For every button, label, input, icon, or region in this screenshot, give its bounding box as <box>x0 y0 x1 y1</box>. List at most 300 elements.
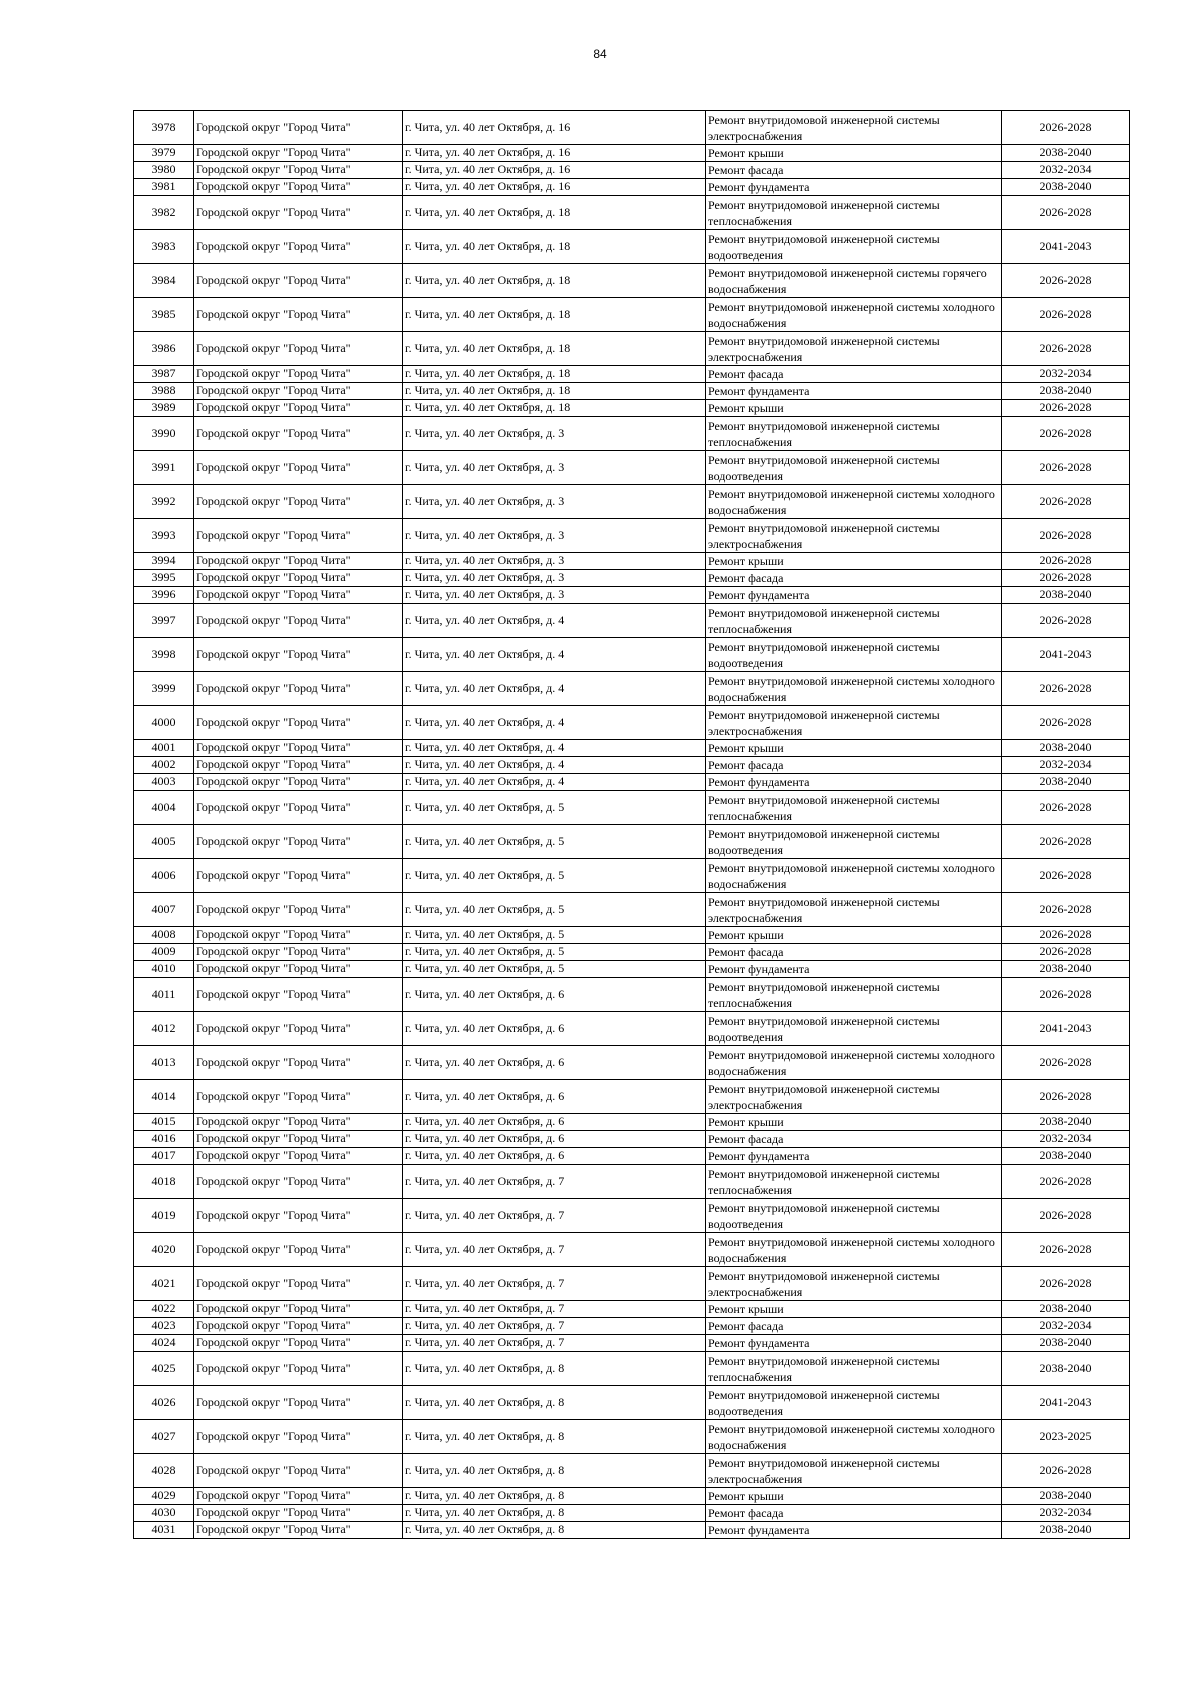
row-number: 3986 <box>134 332 194 366</box>
address-cell: г. Чита, ул. 40 лет Октября, д. 6 <box>403 1012 706 1046</box>
table-row <box>134 1352 1130 1386</box>
work-type-cell: Ремонт внутридомовой инженерной системы электроснабжения <box>706 1080 1002 1114</box>
address-cell: г. Чита, ул. 40 лет Октября, д. 6 <box>403 1148 706 1165</box>
work-type-cell: Ремонт внутридомовой инженерной системы электроснабжения <box>706 332 1002 366</box>
table-row <box>134 400 1130 417</box>
address-cell: г. Чита, ул. 40 лет Октября, д. 8 <box>403 1420 706 1454</box>
period-cell: 2038-2040 <box>1002 1522 1130 1539</box>
table-row <box>134 672 1130 706</box>
table-row <box>134 791 1130 825</box>
address-cell: г. Чита, ул. 40 лет Октября, д. 18 <box>403 400 706 417</box>
work-type-cell: Ремонт внутридомовой инженерной системы водоотведения <box>706 825 1002 859</box>
table-row <box>134 179 1130 196</box>
row-number: 3988 <box>134 383 194 400</box>
municipality-cell: Городской округ "Город Чита" <box>194 1335 403 1352</box>
table-row <box>134 893 1130 927</box>
municipality-cell: Городской округ "Город Чита" <box>194 196 403 230</box>
address-cell: г. Чита, ул. 40 лет Октября, д. 4 <box>403 672 706 706</box>
address-cell: г. Чита, ул. 40 лет Октября, д. 8 <box>403 1352 706 1386</box>
municipality-cell: Городской округ "Город Чита" <box>194 366 403 383</box>
period-cell: 2026-2028 <box>1002 927 1130 944</box>
address-cell: г. Чита, ул. 40 лет Октября, д. 7 <box>403 1318 706 1335</box>
row-number: 3997 <box>134 604 194 638</box>
municipality-cell: Городской округ "Город Чита" <box>194 944 403 961</box>
address-cell: г. Чита, ул. 40 лет Октября, д. 7 <box>403 1165 706 1199</box>
address-cell: г. Чита, ул. 40 лет Октября, д. 5 <box>403 961 706 978</box>
address-cell: г. Чита, ул. 40 лет Октября, д. 18 <box>403 298 706 332</box>
row-number: 3999 <box>134 672 194 706</box>
municipality-cell: Городской округ "Город Чита" <box>194 706 403 740</box>
table-row <box>134 587 1130 604</box>
municipality-cell: Городской округ "Город Чита" <box>194 893 403 927</box>
work-type-cell: Ремонт фасада <box>706 757 1002 774</box>
period-cell: 2038-2040 <box>1002 1335 1130 1352</box>
work-type-cell: Ремонт внутридомовой инженерной системы водоотведения <box>706 230 1002 264</box>
municipality-cell: Городской округ "Город Чита" <box>194 604 403 638</box>
address-cell: г. Чита, ул. 40 лет Октября, д. 3 <box>403 553 706 570</box>
row-number: 4025 <box>134 1352 194 1386</box>
municipality-cell: Городской округ "Город Чита" <box>194 1012 403 1046</box>
work-type-cell: Ремонт внутридомовой инженерной системы холодного водоснабжения <box>706 1420 1002 1454</box>
municipality-cell: Городской округ "Город Чита" <box>194 859 403 893</box>
row-number: 4002 <box>134 757 194 774</box>
work-type-cell: Ремонт фундамента <box>706 1148 1002 1165</box>
municipality-cell: Городской округ "Город Чита" <box>194 1080 403 1114</box>
municipality-cell: Городской округ "Город Чита" <box>194 1046 403 1080</box>
period-cell: 2026-2028 <box>1002 298 1130 332</box>
work-type-cell: Ремонт крыши <box>706 1114 1002 1131</box>
municipality-cell: Городской округ "Город Чита" <box>194 791 403 825</box>
municipality-cell: Городской округ "Город Чита" <box>194 961 403 978</box>
table-row <box>134 1233 1130 1267</box>
municipality-cell: Городской округ "Город Чита" <box>194 1267 403 1301</box>
period-cell: 2038-2040 <box>1002 961 1130 978</box>
period-cell: 2026-2028 <box>1002 1267 1130 1301</box>
table-row <box>134 519 1130 553</box>
table-row <box>134 111 1130 145</box>
table-row <box>134 417 1130 451</box>
period-cell: 2026-2028 <box>1002 706 1130 740</box>
period-cell: 2026-2028 <box>1002 1165 1130 1199</box>
address-cell: г. Чита, ул. 40 лет Октября, д. 18 <box>403 383 706 400</box>
municipality-cell: Городской округ "Город Чита" <box>194 1301 403 1318</box>
row-number: 4013 <box>134 1046 194 1080</box>
address-cell: г. Чита, ул. 40 лет Октября, д. 3 <box>403 519 706 553</box>
table-row <box>134 298 1130 332</box>
work-type-cell: Ремонт фундамента <box>706 587 1002 604</box>
row-number: 4027 <box>134 1420 194 1454</box>
period-cell: 2041-2043 <box>1002 1012 1130 1046</box>
row-number: 3984 <box>134 264 194 298</box>
period-cell: 2038-2040 <box>1002 740 1130 757</box>
address-cell: г. Чита, ул. 40 лет Октября, д. 7 <box>403 1301 706 1318</box>
period-cell: 2026-2028 <box>1002 1046 1130 1080</box>
address-cell: г. Чита, ул. 40 лет Октября, д. 5 <box>403 927 706 944</box>
work-type-cell: Ремонт внутридомовой инженерной системы водоотведения <box>706 1386 1002 1420</box>
work-type-cell: Ремонт внутридомовой инженерной системы холодного водоснабжения <box>706 485 1002 519</box>
municipality-cell: Городской округ "Город Чита" <box>194 298 403 332</box>
municipality-cell: Городской округ "Город Чита" <box>194 145 403 162</box>
row-number: 4006 <box>134 859 194 893</box>
period-cell: 2026-2028 <box>1002 1233 1130 1267</box>
period-cell: 2038-2040 <box>1002 1148 1130 1165</box>
address-cell: г. Чита, ул. 40 лет Октября, д. 5 <box>403 791 706 825</box>
table-row <box>134 1318 1130 1335</box>
period-cell: 2041-2043 <box>1002 230 1130 264</box>
table-row <box>134 1165 1130 1199</box>
work-type-cell: Ремонт фундамента <box>706 383 1002 400</box>
row-number: 3992 <box>134 485 194 519</box>
municipality-cell: Городской округ "Город Чита" <box>194 774 403 791</box>
address-cell: г. Чита, ул. 40 лет Октября, д. 5 <box>403 859 706 893</box>
row-number: 4012 <box>134 1012 194 1046</box>
work-type-cell: Ремонт внутридомовой инженерной системы электроснабжения <box>706 111 1002 145</box>
row-number: 4022 <box>134 1301 194 1318</box>
table-row <box>134 1454 1130 1488</box>
address-cell: г. Чита, ул. 40 лет Октября, д. 16 <box>403 111 706 145</box>
table-row <box>134 1046 1130 1080</box>
period-cell: 2038-2040 <box>1002 1488 1130 1505</box>
work-type-cell: Ремонт внутридомовой инженерной системы водоотведения <box>706 638 1002 672</box>
address-cell: г. Чита, ул. 40 лет Октября, д. 5 <box>403 944 706 961</box>
period-cell: 2032-2034 <box>1002 757 1130 774</box>
address-cell: г. Чита, ул. 40 лет Октября, д. 18 <box>403 264 706 298</box>
address-cell: г. Чита, ул. 40 лет Октября, д. 6 <box>403 978 706 1012</box>
address-cell: г. Чита, ул. 40 лет Октября, д. 4 <box>403 604 706 638</box>
work-type-cell: Ремонт внутридомовой инженерной системы электроснабжения <box>706 1267 1002 1301</box>
address-cell: г. Чита, ул. 40 лет Октября, д. 5 <box>403 893 706 927</box>
municipality-cell: Городской округ "Город Чита" <box>194 230 403 264</box>
repair-schedule-table <box>133 110 1130 1539</box>
table-row <box>134 1386 1130 1420</box>
work-type-cell: Ремонт фундамента <box>706 179 1002 196</box>
table-row <box>134 1131 1130 1148</box>
municipality-cell: Городской округ "Город Чита" <box>194 587 403 604</box>
row-number: 3982 <box>134 196 194 230</box>
table-row <box>134 604 1130 638</box>
work-type-cell: Ремонт крыши <box>706 1301 1002 1318</box>
period-cell: 2026-2028 <box>1002 264 1130 298</box>
table-row <box>134 961 1130 978</box>
period-cell: 2026-2028 <box>1002 893 1130 927</box>
period-cell: 2026-2028 <box>1002 485 1130 519</box>
address-cell: г. Чита, ул. 40 лет Октября, д. 18 <box>403 332 706 366</box>
address-cell: г. Чита, ул. 40 лет Октября, д. 8 <box>403 1505 706 1522</box>
municipality-cell: Городской округ "Город Чита" <box>194 1131 403 1148</box>
address-cell: г. Чита, ул. 40 лет Октября, д. 8 <box>403 1386 706 1420</box>
municipality-cell: Городской округ "Город Чита" <box>194 672 403 706</box>
row-number: 4031 <box>134 1522 194 1539</box>
work-type-cell: Ремонт фундамента <box>706 1522 1002 1539</box>
period-cell: 2038-2040 <box>1002 587 1130 604</box>
municipality-cell: Городской округ "Город Чита" <box>194 1488 403 1505</box>
row-number: 4020 <box>134 1233 194 1267</box>
work-type-cell: Ремонт внутридомовой инженерной системы теплоснабжения <box>706 196 1002 230</box>
municipality-cell: Городской округ "Город Чита" <box>194 451 403 485</box>
work-type-cell: Ремонт внутридомовой инженерной системы электроснабжения <box>706 706 1002 740</box>
address-cell: г. Чита, ул. 40 лет Октября, д. 8 <box>403 1454 706 1488</box>
period-cell: 2026-2028 <box>1002 332 1130 366</box>
row-number: 3991 <box>134 451 194 485</box>
period-cell: 2038-2040 <box>1002 774 1130 791</box>
work-type-cell: Ремонт фундамента <box>706 961 1002 978</box>
address-cell: г. Чита, ул. 40 лет Октября, д. 6 <box>403 1046 706 1080</box>
table-row <box>134 1148 1130 1165</box>
row-number: 4026 <box>134 1386 194 1420</box>
municipality-cell: Городской округ "Город Чита" <box>194 1420 403 1454</box>
table-row <box>134 774 1130 791</box>
period-cell: 2026-2028 <box>1002 570 1130 587</box>
row-number: 3993 <box>134 519 194 553</box>
table-row <box>134 825 1130 859</box>
period-cell: 2032-2034 <box>1002 1318 1130 1335</box>
address-cell: г. Чита, ул. 40 лет Октября, д. 4 <box>403 774 706 791</box>
address-cell: г. Чита, ул. 40 лет Октября, д. 4 <box>403 638 706 672</box>
row-number: 4030 <box>134 1505 194 1522</box>
municipality-cell: Городской округ "Город Чита" <box>194 264 403 298</box>
address-cell: г. Чита, ул. 40 лет Октября, д. 16 <box>403 179 706 196</box>
period-cell: 2026-2028 <box>1002 1454 1130 1488</box>
table-row <box>134 451 1130 485</box>
address-cell: г. Чита, ул. 40 лет Октября, д. 7 <box>403 1199 706 1233</box>
municipality-cell: Городской округ "Город Чита" <box>194 417 403 451</box>
row-number: 4000 <box>134 706 194 740</box>
municipality-cell: Городской округ "Город Чита" <box>194 1522 403 1539</box>
table-row <box>134 1114 1130 1131</box>
work-type-cell: Ремонт фундамента <box>706 1335 1002 1352</box>
address-cell: г. Чита, ул. 40 лет Октября, д. 3 <box>403 587 706 604</box>
table-row <box>134 1335 1130 1352</box>
table-row <box>134 1488 1130 1505</box>
municipality-cell: Городской округ "Город Чита" <box>194 332 403 366</box>
table-body <box>134 111 1130 1539</box>
row-number: 3983 <box>134 230 194 264</box>
period-cell: 2041-2043 <box>1002 638 1130 672</box>
table-row <box>134 638 1130 672</box>
table-row <box>134 1012 1130 1046</box>
municipality-cell: Городской округ "Город Чита" <box>194 1114 403 1131</box>
work-type-cell: Ремонт фасада <box>706 1318 1002 1335</box>
row-number: 4011 <box>134 978 194 1012</box>
address-cell: г. Чита, ул. 40 лет Октября, д. 18 <box>403 230 706 264</box>
row-number: 4004 <box>134 791 194 825</box>
work-type-cell: Ремонт внутридомовой инженерной системы электроснабжения <box>706 1454 1002 1488</box>
work-type-cell: Ремонт внутридомовой инженерной системы электроснабжения <box>706 519 1002 553</box>
period-cell: 2026-2028 <box>1002 1080 1130 1114</box>
period-cell: 2032-2034 <box>1002 1131 1130 1148</box>
address-cell: г. Чита, ул. 40 лет Октября, д. 3 <box>403 451 706 485</box>
work-type-cell: Ремонт внутридомовой инженерной системы холодного водоснабжения <box>706 298 1002 332</box>
municipality-cell: Городской округ "Город Чита" <box>194 1165 403 1199</box>
work-type-cell: Ремонт внутридомовой инженерной системы холодного водоснабжения <box>706 1233 1002 1267</box>
row-number: 3979 <box>134 145 194 162</box>
table-row <box>134 162 1130 179</box>
period-cell: 2026-2028 <box>1002 944 1130 961</box>
work-type-cell: Ремонт внутридомовой инженерной системы холодного водоснабжения <box>706 672 1002 706</box>
period-cell: 2038-2040 <box>1002 1352 1130 1386</box>
work-type-cell: Ремонт фасада <box>706 162 1002 179</box>
work-type-cell: Ремонт внутридомовой инженерной системы холодного водоснабжения <box>706 1046 1002 1080</box>
work-type-cell: Ремонт крыши <box>706 740 1002 757</box>
municipality-cell: Городской округ "Город Чита" <box>194 400 403 417</box>
work-type-cell: Ремонт внутридомовой инженерной системы теплоснабжения <box>706 791 1002 825</box>
work-type-cell: Ремонт внутридомовой инженерной системы горячего водоснабжения <box>706 264 1002 298</box>
table-row <box>134 978 1130 1012</box>
address-cell: г. Чита, ул. 40 лет Октября, д. 3 <box>403 570 706 587</box>
period-cell: 2032-2034 <box>1002 162 1130 179</box>
municipality-cell: Городской округ "Город Чита" <box>194 1505 403 1522</box>
address-cell: г. Чита, ул. 40 лет Октября, д. 6 <box>403 1080 706 1114</box>
work-type-cell: Ремонт фасада <box>706 366 1002 383</box>
municipality-cell: Городской округ "Город Чита" <box>194 1352 403 1386</box>
table-row <box>134 706 1130 740</box>
period-cell: 2026-2028 <box>1002 859 1130 893</box>
address-cell: г. Чита, ул. 40 лет Октября, д. 5 <box>403 825 706 859</box>
period-cell: 2026-2028 <box>1002 196 1130 230</box>
table-row <box>134 1199 1130 1233</box>
row-number: 3981 <box>134 179 194 196</box>
work-type-cell: Ремонт внутридомовой инженерной системы холодного водоснабжения <box>706 859 1002 893</box>
work-type-cell: Ремонт фасада <box>706 570 1002 587</box>
period-cell: 2026-2028 <box>1002 672 1130 706</box>
row-number: 4016 <box>134 1131 194 1148</box>
municipality-cell: Городской округ "Город Чита" <box>194 162 403 179</box>
work-type-cell: Ремонт внутридомовой инженерной системы водоотведения <box>706 1012 1002 1046</box>
table-row <box>134 230 1130 264</box>
address-cell: г. Чита, ул. 40 лет Октября, д. 3 <box>403 417 706 451</box>
work-type-cell: Ремонт внутридомовой инженерной системы теплоснабжения <box>706 604 1002 638</box>
work-type-cell: Ремонт фасада <box>706 1131 1002 1148</box>
row-number: 4005 <box>134 825 194 859</box>
row-number: 4010 <box>134 961 194 978</box>
municipality-cell: Городской округ "Город Чита" <box>194 638 403 672</box>
period-cell: 2026-2028 <box>1002 1199 1130 1233</box>
table-row <box>134 927 1130 944</box>
period-cell: 2026-2028 <box>1002 604 1130 638</box>
municipality-cell: Городской округ "Город Чита" <box>194 1233 403 1267</box>
row-number: 3980 <box>134 162 194 179</box>
address-cell: г. Чита, ул. 40 лет Октября, д. 7 <box>403 1335 706 1352</box>
table-row <box>134 264 1130 298</box>
address-cell: г. Чита, ул. 40 лет Октября, д. 8 <box>403 1488 706 1505</box>
work-type-cell: Ремонт внутридомовой инженерной системы теплоснабжения <box>706 978 1002 1012</box>
row-number: 4001 <box>134 740 194 757</box>
period-cell: 2026-2028 <box>1002 553 1130 570</box>
period-cell: 2026-2028 <box>1002 451 1130 485</box>
municipality-cell: Городской округ "Город Чита" <box>194 1318 403 1335</box>
municipality-cell: Городской округ "Город Чита" <box>194 519 403 553</box>
period-cell: 2026-2028 <box>1002 791 1130 825</box>
row-number: 4003 <box>134 774 194 791</box>
period-cell: 2032-2034 <box>1002 366 1130 383</box>
row-number: 3987 <box>134 366 194 383</box>
table-row <box>134 859 1130 893</box>
row-number: 4018 <box>134 1165 194 1199</box>
period-cell: 2023-2025 <box>1002 1420 1130 1454</box>
table-row <box>134 1080 1130 1114</box>
period-cell: 2026-2028 <box>1002 519 1130 553</box>
address-cell: г. Чита, ул. 40 лет Октября, д. 6 <box>403 1131 706 1148</box>
row-number: 4019 <box>134 1199 194 1233</box>
municipality-cell: Городской округ "Город Чита" <box>194 111 403 145</box>
work-type-cell: Ремонт внутридомовой инженерной системы теплоснабжения <box>706 1352 1002 1386</box>
work-type-cell: Ремонт фундамента <box>706 774 1002 791</box>
work-type-cell: Ремонт внутридомовой инженерной системы водоотведения <box>706 451 1002 485</box>
municipality-cell: Городской округ "Город Чита" <box>194 740 403 757</box>
municipality-cell: Городской округ "Город Чита" <box>194 553 403 570</box>
municipality-cell: Городской округ "Город Чита" <box>194 1386 403 1420</box>
row-number: 4015 <box>134 1114 194 1131</box>
row-number: 3990 <box>134 417 194 451</box>
municipality-cell: Городской округ "Город Чита" <box>194 1199 403 1233</box>
address-cell: г. Чита, ул. 40 лет Октября, д. 4 <box>403 706 706 740</box>
table-row <box>134 485 1130 519</box>
work-type-cell: Ремонт крыши <box>706 145 1002 162</box>
page-number: 84 <box>593 47 607 61</box>
work-type-cell: Ремонт крыши <box>706 927 1002 944</box>
row-number: 3989 <box>134 400 194 417</box>
work-type-cell: Ремонт внутридомовой инженерной системы теплоснабжения <box>706 417 1002 451</box>
address-cell: г. Чита, ул. 40 лет Октября, д. 18 <box>403 366 706 383</box>
row-number: 4007 <box>134 893 194 927</box>
work-type-cell: Ремонт внутридомовой инженерной системы электроснабжения <box>706 893 1002 927</box>
municipality-cell: Городской округ "Город Чита" <box>194 1148 403 1165</box>
municipality-cell: Городской округ "Город Чита" <box>194 179 403 196</box>
table-row <box>134 366 1130 383</box>
table-row <box>134 332 1130 366</box>
row-number: 4008 <box>134 927 194 944</box>
period-cell: 2026-2028 <box>1002 417 1130 451</box>
municipality-cell: Городской округ "Город Чита" <box>194 570 403 587</box>
table-row <box>134 944 1130 961</box>
address-cell: г. Чита, ул. 40 лет Октября, д. 7 <box>403 1267 706 1301</box>
period-cell: 2038-2040 <box>1002 1301 1130 1318</box>
row-number: 3994 <box>134 553 194 570</box>
table-row <box>134 1267 1130 1301</box>
work-type-cell: Ремонт фасада <box>706 1505 1002 1522</box>
table-row <box>134 1301 1130 1318</box>
table-row <box>134 383 1130 400</box>
municipality-cell: Городской округ "Город Чита" <box>194 1454 403 1488</box>
municipality-cell: Городской округ "Город Чита" <box>194 383 403 400</box>
period-cell: 2032-2034 <box>1002 1505 1130 1522</box>
table-row <box>134 145 1130 162</box>
table-row <box>134 1420 1130 1454</box>
address-cell: г. Чита, ул. 40 лет Октября, д. 8 <box>403 1522 706 1539</box>
work-type-cell: Ремонт крыши <box>706 400 1002 417</box>
period-cell: 2038-2040 <box>1002 1114 1130 1131</box>
row-number: 3978 <box>134 111 194 145</box>
address-cell: г. Чита, ул. 40 лет Октября, д. 16 <box>403 162 706 179</box>
table-row <box>134 740 1130 757</box>
work-type-cell: Ремонт крыши <box>706 1488 1002 1505</box>
row-number: 3985 <box>134 298 194 332</box>
work-type-cell: Ремонт крыши <box>706 553 1002 570</box>
row-number: 4028 <box>134 1454 194 1488</box>
period-cell: 2026-2028 <box>1002 978 1130 1012</box>
table-row <box>134 553 1130 570</box>
address-cell: г. Чита, ул. 40 лет Октября, д. 16 <box>403 145 706 162</box>
row-number: 4014 <box>134 1080 194 1114</box>
address-cell: г. Чита, ул. 40 лет Октября, д. 18 <box>403 196 706 230</box>
period-cell: 2026-2028 <box>1002 825 1130 859</box>
row-number: 3995 <box>134 570 194 587</box>
address-cell: г. Чита, ул. 40 лет Октября, д. 4 <box>403 757 706 774</box>
period-cell: 2041-2043 <box>1002 1386 1130 1420</box>
municipality-cell: Городской округ "Город Чита" <box>194 757 403 774</box>
municipality-cell: Городской округ "Город Чита" <box>194 485 403 519</box>
address-cell: г. Чита, ул. 40 лет Октября, д. 7 <box>403 1233 706 1267</box>
